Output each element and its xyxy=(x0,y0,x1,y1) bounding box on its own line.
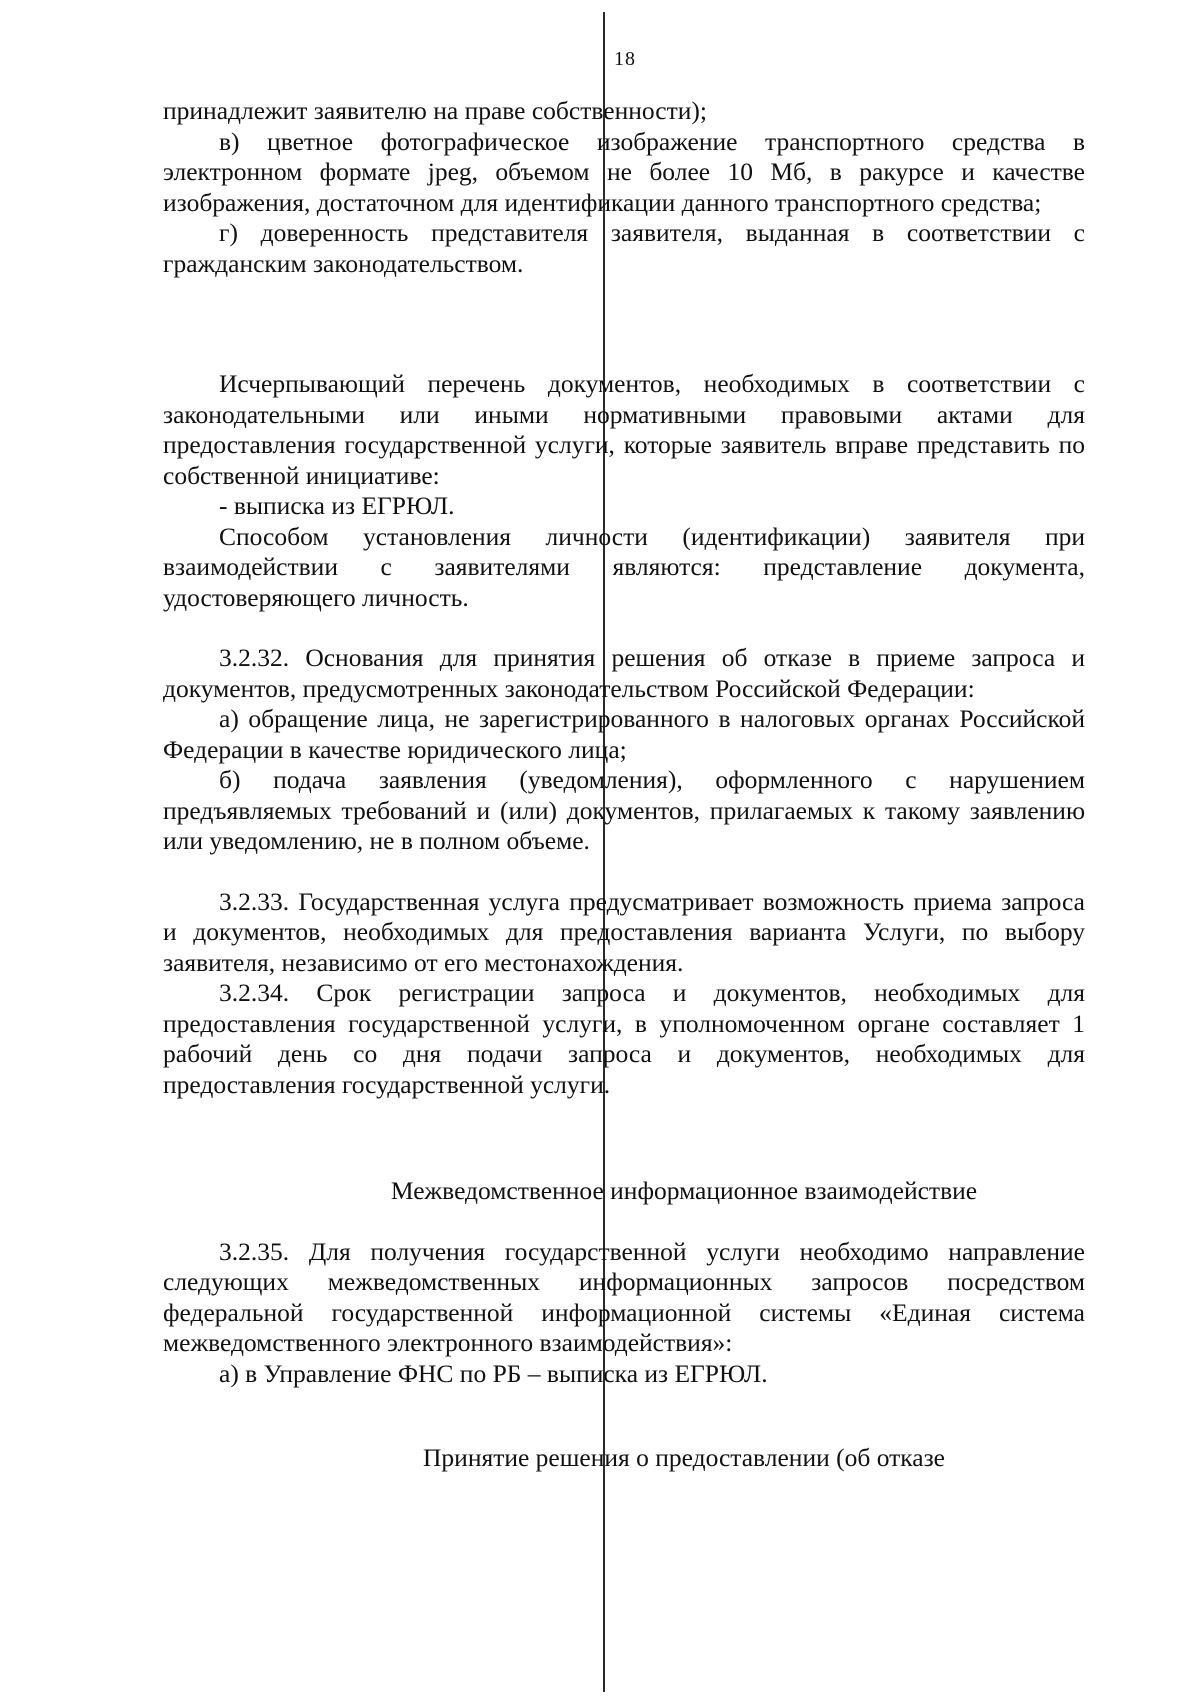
paragraph-identification: Способом установления личности (идентификации) заявителя при взаимодействии с заявителями являются: представление документа, удостоверяющего личность. xyxy=(163,521,1085,612)
paragraph-item-g: г) доверенность представителя заявителя, выданная в соответствии с гражданским законодательством. xyxy=(163,218,1085,278)
paragraph-egrul-extract: - выписка из ЕГРЮЛ. xyxy=(219,491,455,520)
paragraph-3-2-32-b: б) подача заявления (уведомления), оформленного с нарушением предъявляемых требований и (или) документов, прилагаемых к такому заявлению или уведомлению, не в полном объеме. xyxy=(163,765,1085,855)
paragraph-item-v: в) цветное фотографическое изображение транспортного средства в электронном формате jpeg, объемом не более 10 Мб, в ракурсе и качестве изображения, достаточном для идентификации данного транспортного средства; xyxy=(163,126,1085,217)
paragraph-3-2-32-a: а) обращение лица, не зарегистрированного в налоговых органах Российской Федерации в качестве юридического лица; xyxy=(163,704,1085,764)
paragraph-3-2-33: 3.2.33. Государственная услуга предусматривает возможность приема запроса и документов, необходимых для предоставления варианта Услуги, по выбору заявителя, независимо от его местонахождения. xyxy=(163,886,1085,977)
paragraph-documents-list: Исчерпывающий перечень документов, необходимых в соответствии с законодательными или иными нормативными правовыми актами для предоставления государственной услуги, которые заявитель вправе представить по собственной инициативе: xyxy=(163,369,1085,490)
paragraph-continuation: принадлежит заявителю на праве собственности); xyxy=(163,96,707,125)
paragraph-3-2-32: 3.2.32. Основания для принятия решения об отказе в приеме запроса и документов, предусмотренных законодательством Российской Федерации: xyxy=(163,643,1085,703)
section-heading-interagency: Межведомственное информационное взаимодействие xyxy=(390,1176,978,1205)
paragraph-3-2-34: 3.2.34. Срок регистрации запроса и документов, необходимых для предоставления государственной услуги, в уполномоченном органе составляет 1 рабочий день со дня подачи запроса и документов, необходимых для предоставления государственной услуги. xyxy=(163,978,1085,1099)
paragraph-3-2-35-a: а) в Управление ФНС по РБ – выписка из ЕГРЮЛ. xyxy=(219,1358,768,1388)
paragraph-3-2-35: 3.2.35. Для получения государственной услуги необходимо направление следующих межведомственных информационных запросов посредством федеральной государственной информационной системы «Единая система межведомственного электронного взаимодействия»: xyxy=(163,1236,1085,1357)
document-body xyxy=(163,96,1085,1474)
page-number: 18 xyxy=(614,48,636,70)
section-heading-decision: Принятие решения о предоставлении (об отказе xyxy=(423,1443,945,1472)
